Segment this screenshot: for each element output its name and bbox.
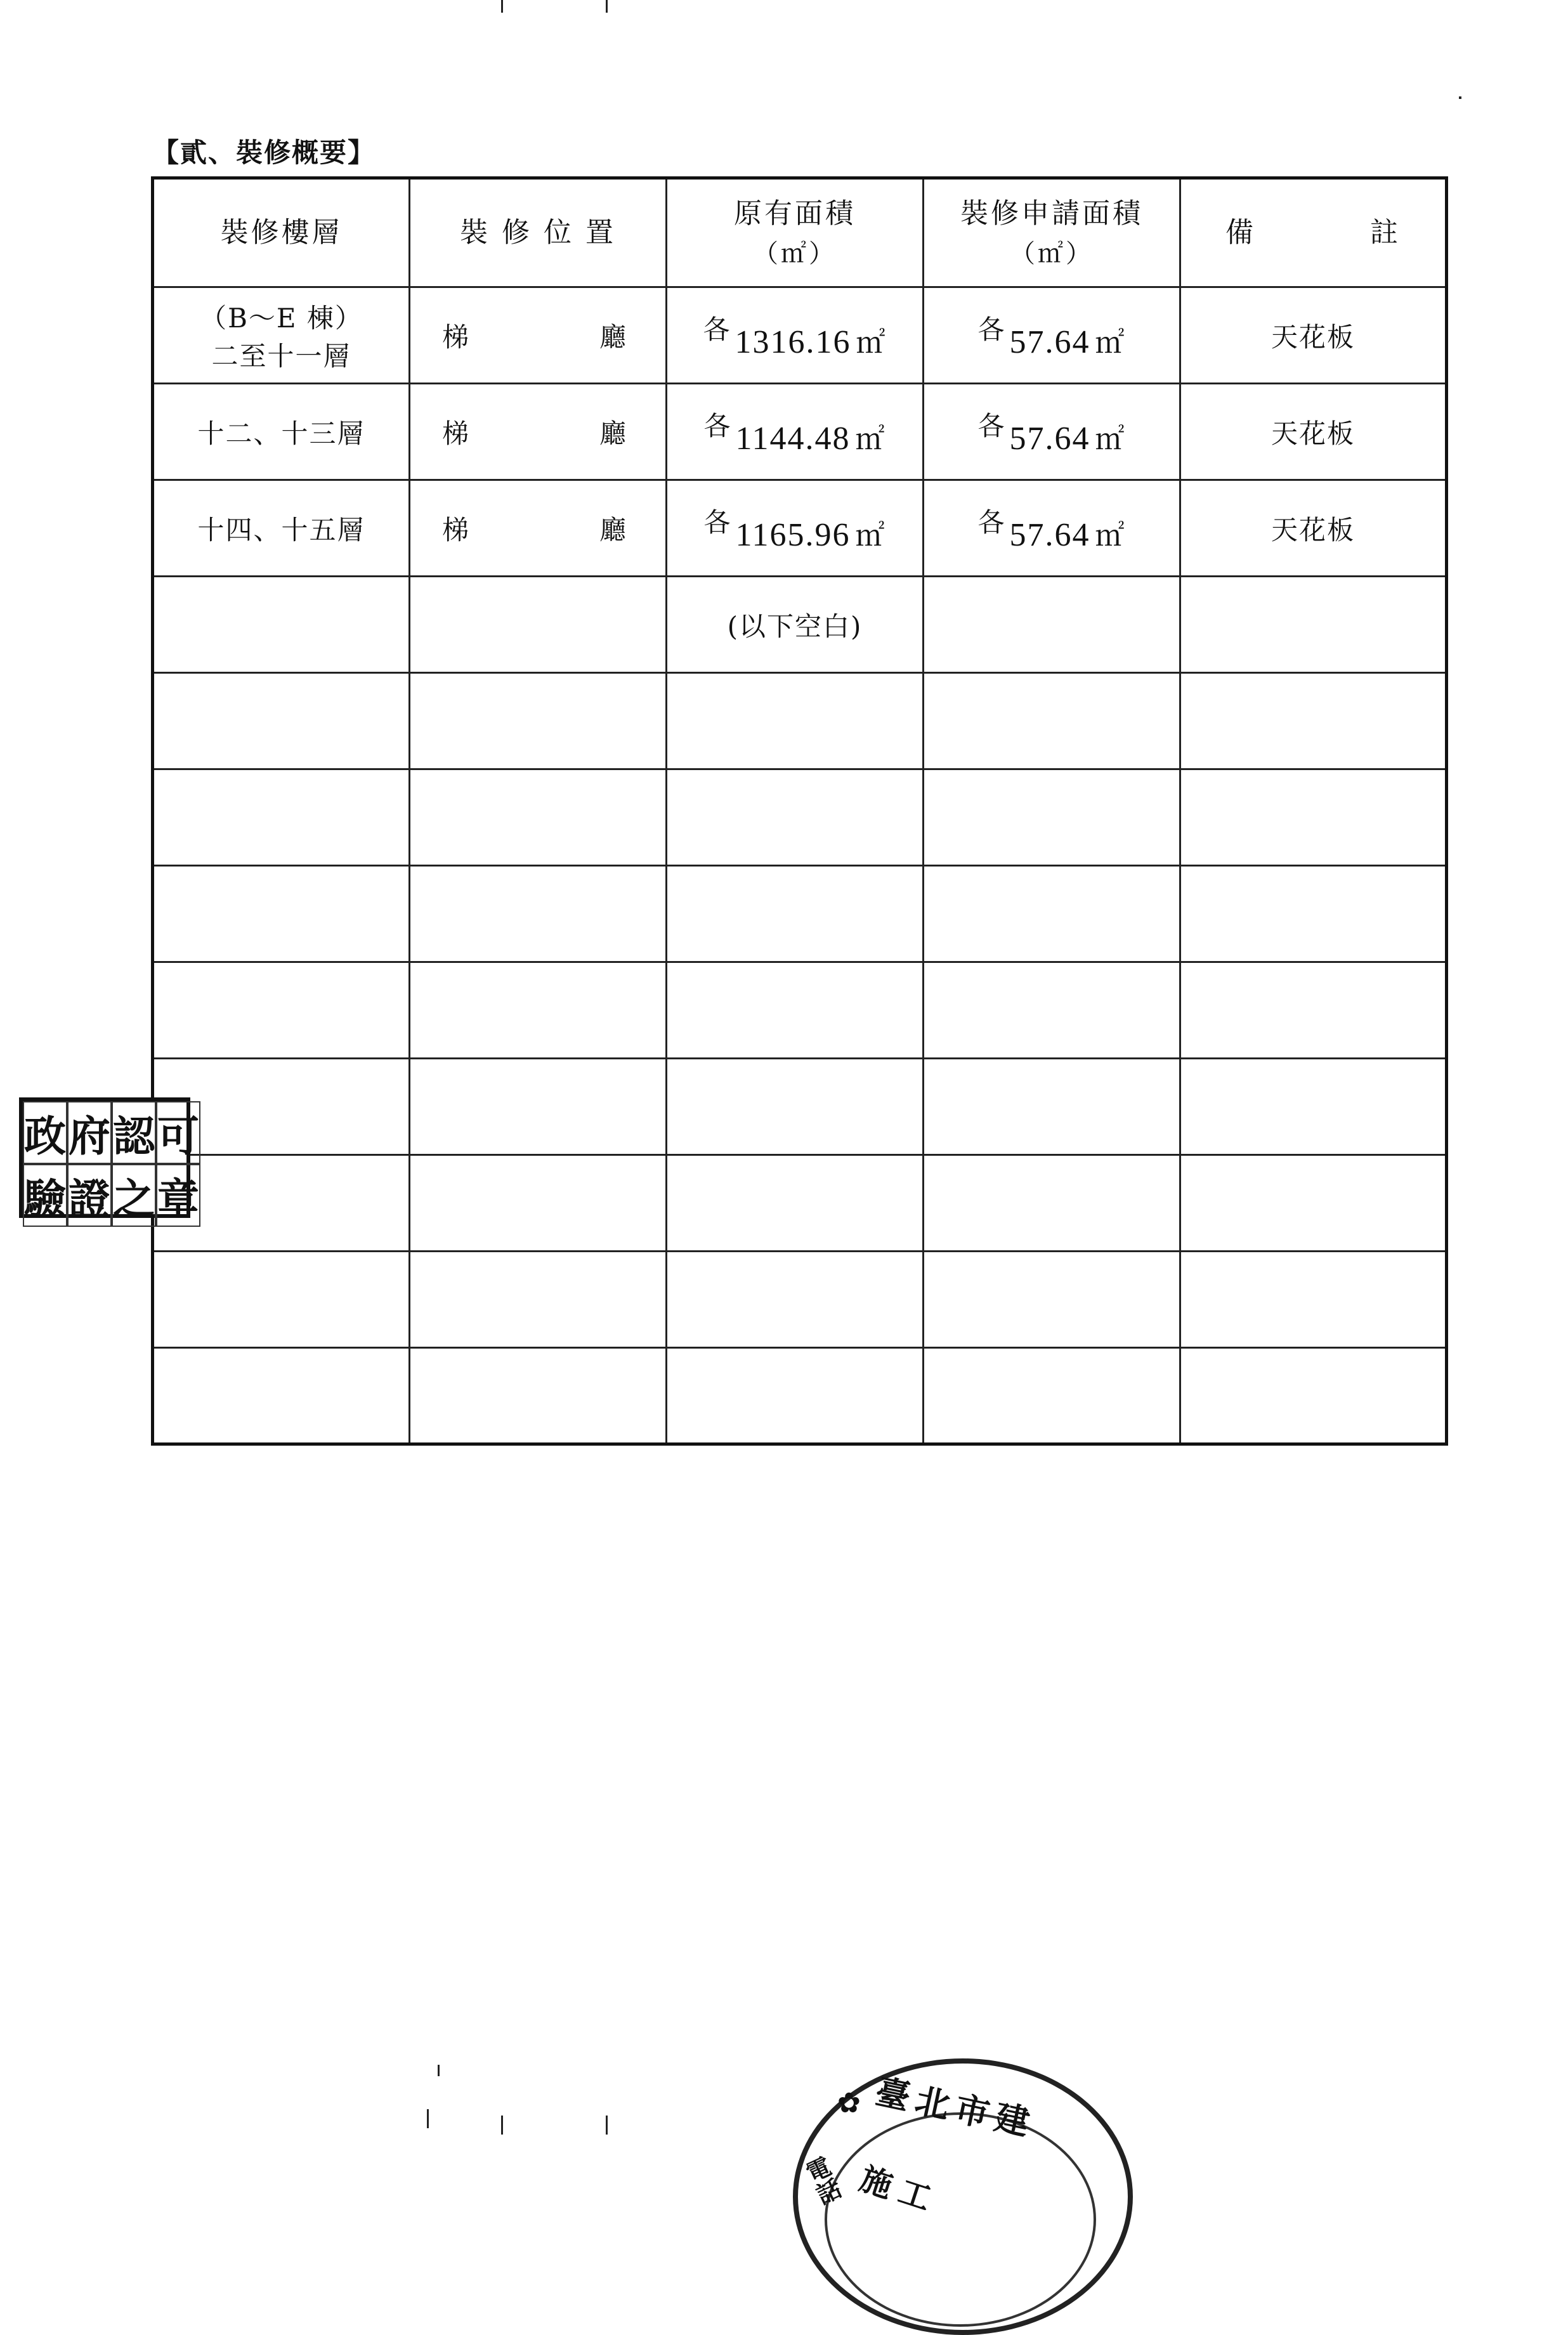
- header-position: 裝 修 位 置: [410, 178, 667, 287]
- scan-mark-bottom-b: [427, 2109, 429, 2128]
- empty-cell: [1180, 1252, 1447, 1348]
- position-cell: 梯 廳: [410, 384, 667, 480]
- empty-cell: [1180, 673, 1447, 769]
- empty-cell: [153, 769, 410, 866]
- note-cell: 天花板: [1180, 384, 1447, 480]
- empty-cell: [667, 673, 924, 769]
- original-area-cell: 各 1316.16 ㎡: [667, 287, 924, 384]
- note-cell: 天花板: [1180, 287, 1447, 384]
- empty-cell: [410, 1059, 667, 1155]
- empty-cell: [1180, 577, 1447, 673]
- table-row-empty: [153, 1155, 1447, 1252]
- table-row-blank-note: [153, 577, 1447, 673]
- position-cell: 梯 廳: [410, 287, 667, 384]
- applied-area-cell: 各 57.64 ㎡: [924, 480, 1180, 577]
- scan-mark-right: [1459, 96, 1461, 99]
- table-row: [153, 384, 1447, 480]
- renovation-summary-table: [151, 176, 1448, 1446]
- table-row-empty: [153, 866, 1447, 962]
- original-area-cell: 各 1144.48 ㎡: [667, 384, 924, 480]
- table-row: [153, 287, 1447, 384]
- empty-cell: [153, 962, 410, 1059]
- empty-cell: [924, 673, 1180, 769]
- empty-cell: [667, 1155, 924, 1252]
- seal-text-side: 電話: [799, 2153, 845, 2209]
- table-row-empty: [153, 962, 1447, 1059]
- scan-mark-bottom-a: [438, 2065, 440, 2076]
- empty-cell: [667, 962, 924, 1059]
- seal-text-line2: 施工: [855, 2159, 944, 2221]
- section-title: 【貳、裝修概要】: [152, 137, 376, 168]
- scan-mark-bottom-d: [606, 2116, 608, 2135]
- empty-cell: [667, 1348, 924, 1444]
- empty-cell: [1180, 1155, 1447, 1252]
- header-original-area: 原有面積 （㎡）: [667, 178, 924, 287]
- empty-cell: [924, 1348, 1180, 1444]
- empty-cell: [924, 962, 1180, 1059]
- header-note: 備 註: [1180, 178, 1447, 287]
- floor-cell: （B～E 棟） 二至十一層: [153, 287, 410, 384]
- table-row-empty: [153, 769, 1447, 866]
- empty-cell: [410, 866, 667, 962]
- scan-mark-top-right: [606, 0, 608, 13]
- empty-cell: [1180, 866, 1447, 962]
- empty-cell: [410, 962, 667, 1059]
- stamp-char: 府: [67, 1101, 112, 1164]
- table-row-empty: [153, 1059, 1447, 1155]
- empty-cell: [667, 1252, 924, 1348]
- empty-cell: [410, 1252, 667, 1348]
- empty-cell: [153, 1348, 410, 1444]
- stamp-char: 驗: [23, 1164, 67, 1227]
- empty-cell: [1180, 1348, 1447, 1444]
- empty-cell: [924, 769, 1180, 866]
- verification-stamp: [19, 1097, 199, 1224]
- blank-note-cell: (以下空白): [667, 577, 924, 673]
- empty-cell: [924, 577, 1180, 673]
- city-seal-inner: [825, 2112, 1096, 2327]
- empty-cell: [924, 866, 1180, 962]
- empty-cell: [410, 577, 667, 673]
- stamp-char: 可: [156, 1101, 200, 1164]
- floor-cell: 十四、十五層: [153, 480, 410, 577]
- empty-cell: [1180, 769, 1447, 866]
- position-cell: 梯 廳: [410, 480, 667, 577]
- seal-text-line1: 臺北市建: [872, 2070, 1040, 2145]
- header-floor: 裝修樓層: [153, 178, 410, 287]
- empty-cell: [410, 1155, 667, 1252]
- table-row-empty: [153, 1252, 1447, 1348]
- empty-cell: [1180, 1059, 1447, 1155]
- stamp-char: 政: [23, 1101, 67, 1164]
- header-applied-area: 裝修申請面積 （㎡）: [924, 178, 1180, 287]
- table-row-empty: [153, 673, 1447, 769]
- empty-cell: [410, 769, 667, 866]
- scan-mark-top-left: [501, 0, 503, 13]
- stamp-char: 之: [112, 1164, 156, 1227]
- empty-cell: [667, 866, 924, 962]
- empty-rows: [153, 673, 1447, 1444]
- empty-cell: [1180, 962, 1447, 1059]
- empty-cell: [410, 1348, 667, 1444]
- empty-cell: [153, 1252, 410, 1348]
- empty-cell: [924, 1155, 1180, 1252]
- empty-cell: [153, 866, 410, 962]
- stamp-char: 章: [156, 1164, 200, 1227]
- stamp-char: 認: [112, 1101, 156, 1164]
- note-cell: 天花板: [1180, 480, 1447, 577]
- empty-cell: [153, 673, 410, 769]
- empty-cell: [153, 577, 410, 673]
- empty-cell: [924, 1252, 1180, 1348]
- empty-cell: [924, 1059, 1180, 1155]
- empty-cell: [410, 673, 667, 769]
- scan-mark-bottom-c: [501, 2116, 503, 2135]
- table-row: [153, 480, 1447, 577]
- applied-area-cell: 各 57.64 ㎡: [924, 384, 1180, 480]
- original-area-cell: 各 1165.96 ㎡: [667, 480, 924, 577]
- empty-cell: [667, 769, 924, 866]
- empty-cell: [667, 1059, 924, 1155]
- floor-cell: 十二、十三層: [153, 384, 410, 480]
- table-header-row: [153, 178, 1447, 287]
- applied-area-cell: 各 57.64 ㎡: [924, 287, 1180, 384]
- table-row-empty: [153, 1348, 1447, 1444]
- stamp-char: 證: [67, 1164, 112, 1227]
- plum-blossom-icon: ✿: [837, 2087, 861, 2119]
